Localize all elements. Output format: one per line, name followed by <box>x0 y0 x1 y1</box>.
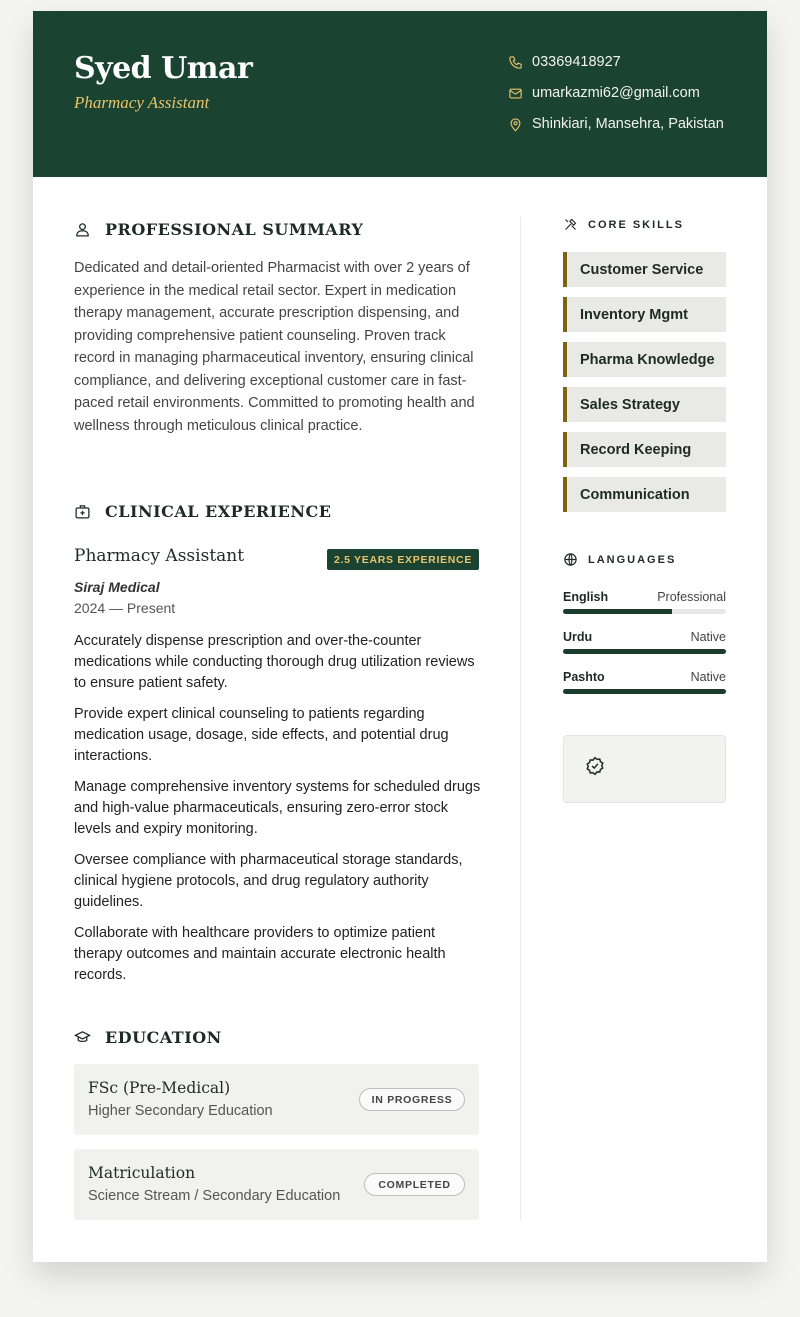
language-bar-track <box>563 609 726 614</box>
language-bar-track <box>563 689 726 694</box>
education-status-badge: IN PROGRESS <box>359 1088 465 1111</box>
language-name: Urdu <box>563 630 593 644</box>
language-bar-fill <box>563 649 726 654</box>
education-card <box>74 1149 479 1220</box>
language-level: Professional <box>657 590 726 604</box>
language-name: Pashto <box>563 670 605 684</box>
language-bar-fill <box>563 689 726 694</box>
resume-page <box>33 11 767 1262</box>
location-text: Shinkiari, Mansehra, Pakistan <box>532 116 724 132</box>
experience-bullet: Provide expert clinical counseling to patients regarding medication usage, dosage, side effects, and potential drug interactions. <box>74 706 449 764</box>
language-item <box>563 630 726 654</box>
summary-title: PROFESSIONAL SUMMARY <box>105 220 364 239</box>
language-level: Native <box>690 670 726 684</box>
skill-tag: Pharma Knowledge <box>563 342 726 377</box>
candidate-role: Pharmacy Assistant <box>74 93 210 112</box>
education-degree: Matriculation <box>88 1164 196 1182</box>
skill-tag: Record Keeping <box>563 432 726 467</box>
summary-heading <box>74 220 363 239</box>
summary-text: Dedicated and detail-oriented Pharmacist with over 2 years of experience in the medical retail sector. Expert in medication therapy management, accurate prescription dispensing, and providing comprehensive patient counseling. Proven track record in managing pharmaceutical inventory, ensuring clinical compliance, and delivering exceptional customer care in fast-paced retail environments. Committed to promoting health and wellness through meticulous clinical practice. <box>74 260 475 434</box>
education-detail: Higher Secondary Education <box>88 1103 273 1119</box>
language-bar-track <box>563 649 726 654</box>
education-card <box>74 1064 479 1135</box>
education-heading <box>74 1028 222 1047</box>
experience-bullet: Collaborate with healthcare providers to optimize patient therapy outcomes and maintain accurate electronic health records. <box>74 925 446 983</box>
experience-bullets <box>74 631 484 996</box>
experience-bullet: Manage comprehensive inventory systems for scheduled drugs and high-value pharmaceuticals, ensuring zero-error stock levels and expiry monitoring. <box>74 779 481 837</box>
email-address: umarkazmi62@gmail.com <box>532 85 700 101</box>
education-degree: FSc (Pre-Medical) <box>88 1079 231 1097</box>
language-name: English <box>563 590 609 604</box>
language-item <box>563 670 726 694</box>
skill-tag: Customer Service <box>563 252 726 287</box>
education-detail: Science Stream / Secondary Education <box>88 1188 341 1204</box>
mail-icon <box>508 86 523 101</box>
globe-icon <box>563 552 578 567</box>
skills-heading <box>563 217 684 232</box>
job-title: Pharmacy Assistant <box>74 546 245 566</box>
job-dates: 2024 — Present <box>74 600 176 616</box>
resume-header <box>33 11 767 177</box>
skill-tag: Sales Strategy <box>563 387 726 422</box>
column-divider <box>520 217 521 1221</box>
experience-bullet: Accurately dispense prescription and over-the-counter medications while conducting thorough drug utilization reviews to ensure patient safety. <box>74 633 475 691</box>
education-status-badge: COMPLETED <box>364 1173 465 1196</box>
languages-heading <box>563 552 676 567</box>
language-level: Native <box>690 630 726 644</box>
medical-kit-icon <box>74 503 91 520</box>
phone-number: 03369418927 <box>532 54 621 70</box>
company-name: Siraj Medical <box>74 579 160 595</box>
graduation-cap-icon <box>74 1029 91 1046</box>
skill-tag: Communication <box>563 477 726 512</box>
language-item <box>563 590 726 614</box>
verified-badge-icon <box>585 756 605 776</box>
experience-title: CLINICAL EXPERIENCE <box>105 502 332 521</box>
user-icon <box>74 221 91 238</box>
tools-icon <box>563 217 578 232</box>
location-pin-icon <box>508 117 523 132</box>
contact-location <box>508 116 724 132</box>
candidate-name: Syed Umar <box>74 51 253 86</box>
verification-card <box>563 735 726 803</box>
skill-tag: Inventory Mgmt <box>563 297 726 332</box>
education-title: EDUCATION <box>105 1028 222 1047</box>
contact-email <box>508 85 700 101</box>
contact-phone <box>508 54 621 70</box>
experience-heading <box>74 502 331 521</box>
phone-icon <box>508 55 523 70</box>
languages-title: LANGUAGES <box>588 553 677 566</box>
language-bar-fill <box>563 609 672 614</box>
experience-badge: 2.5 YEARS EXPERIENCE <box>327 549 479 570</box>
experience-bullet: Oversee compliance with pharmaceutical storage standards, clinical hygiene protocols, and drug regulatory authority guidelines. <box>74 852 463 910</box>
skills-title: CORE SKILLS <box>588 218 684 231</box>
